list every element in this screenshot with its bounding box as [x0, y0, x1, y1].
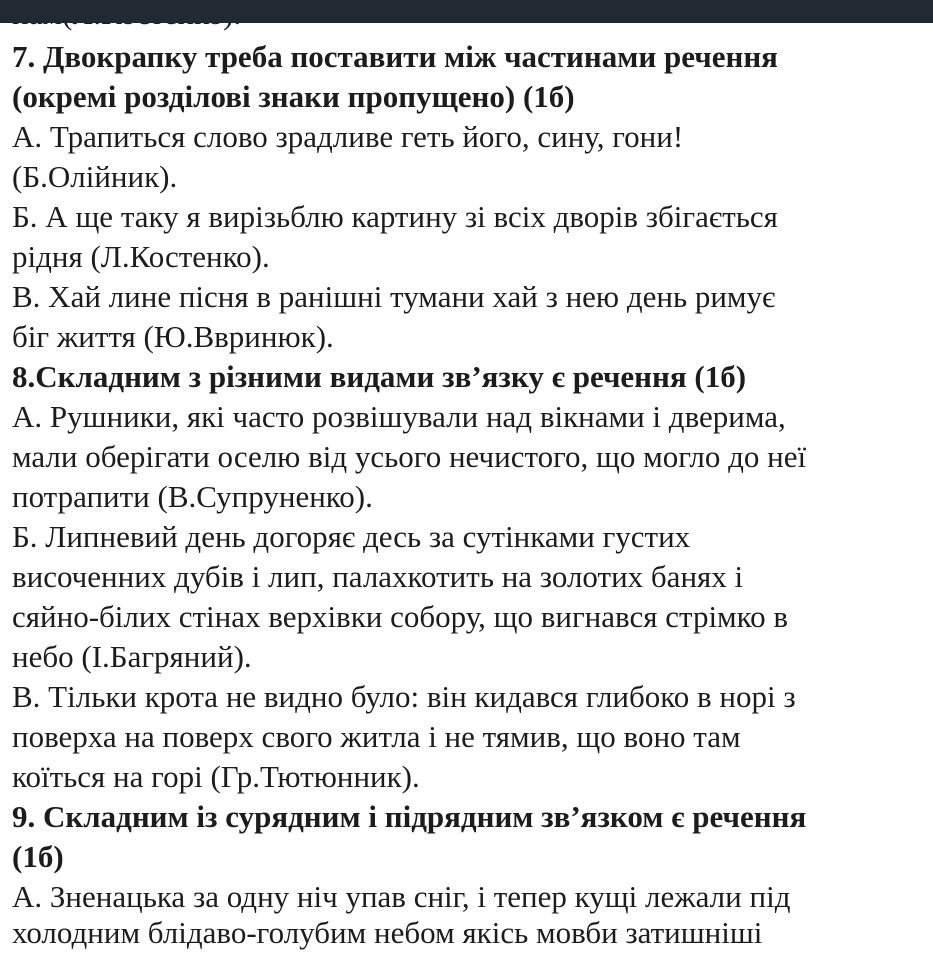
question-7-option-b: Б. А ще таку я вирізьблю картину зі всіх дворів збігається	[12, 199, 778, 234]
question-9-heading: 9. Складним із сурядним і підрядним зв’язком є речення	[12, 799, 807, 834]
question-7-option-b-cont: рідня (Л.Костенко).	[12, 239, 270, 274]
question-8-option-a: А. Рушники, які часто розвішували над вікнами і дверима,	[12, 399, 786, 434]
question-8-option-b-cont: сяйно-білих стінах верхівки собору, що вигнався стрімко в	[12, 599, 789, 634]
question-9-heading-cont: (1б)	[12, 839, 64, 874]
top-bar	[0, 0, 933, 23]
question-8-option-a-cont: мали оберігати оселю від усього нечистого, що могло до неї	[12, 439, 807, 474]
question-8-option-a-cont: потрапити (В.Супруненко).	[12, 479, 373, 514]
question-8-option-b-cont: небо (І.Багряний).	[12, 639, 252, 674]
question-7-heading: 7. Двокрапку треба поставити між частинами речення	[12, 39, 778, 74]
question-8-option-c-cont: коїться на горі (Гр.Тютюнник).	[12, 759, 420, 794]
question-8-option-b-cont: височенних дубів і лип, палахкотить на золотих банях і	[12, 559, 744, 594]
question-8-option-c-cont: поверха на поверх свого житла і не тямив, що воно там	[12, 719, 741, 754]
question-8-heading: 8.Складним з різними видами зв’язку є речення (1б)	[12, 359, 747, 394]
question-7-option-a-cont: (Б.Олійник).	[12, 159, 178, 194]
question-8-option-b: Б. Липневий день догоряє десь за сутінками густих	[12, 519, 691, 554]
question-7-option-c-cont: біг життя (Ю.Ввринюк).	[12, 319, 334, 354]
question-7-option-c: В. Хай лине пісня в ранішні тумани хай з нею день римує	[12, 279, 776, 314]
question-9-option-a-cont: холодним блідаво-голубим небом якісь мовби затишніші	[12, 915, 763, 950]
question-8-option-c: В. Тільки крота не видно було: він кидався глибоко в норі з	[12, 679, 796, 714]
question-9-option-a: А. Зненацька за одну ніч упав сніг, і тепер кущі лежали під	[12, 879, 791, 914]
question-7-heading-cont: (окремі розділові знаки пропущено) (1б)	[12, 79, 575, 114]
question-7-option-a: А. Трапиться слово зрадливе геть його, сину, гони!	[12, 119, 684, 154]
